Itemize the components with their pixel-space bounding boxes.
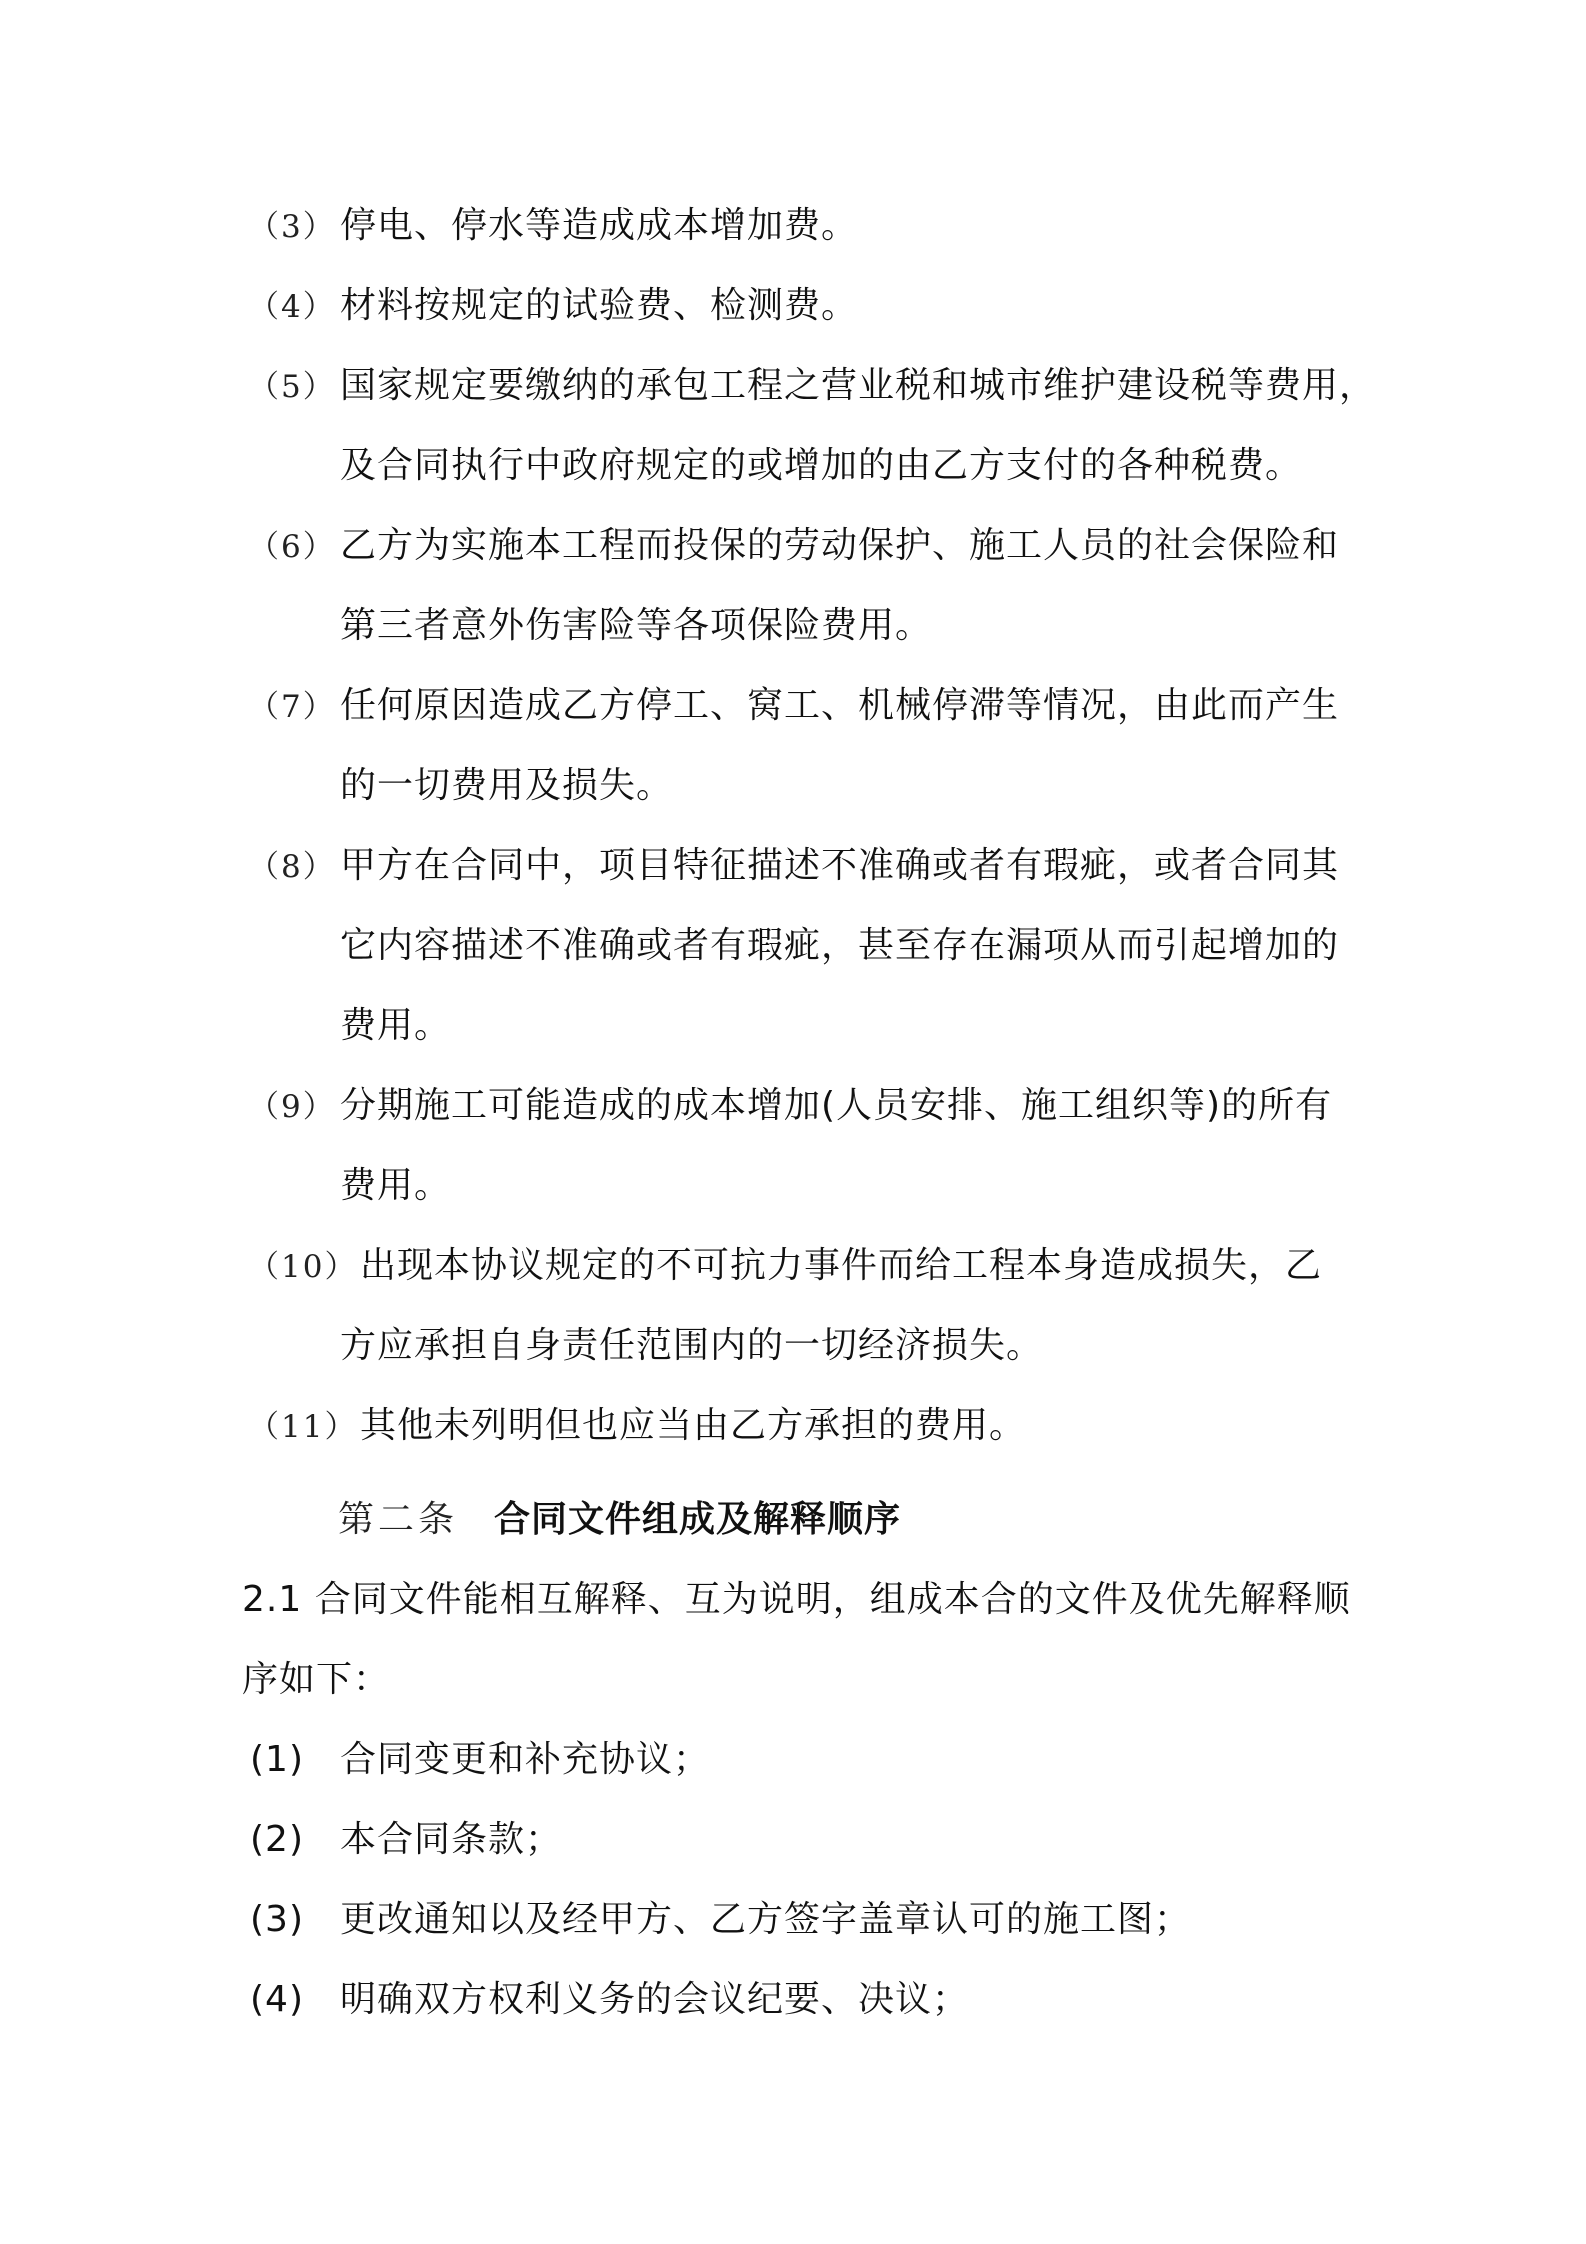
item-text-continuation: 的一切费用及损失。 — [340, 765, 674, 806]
item-number: （11） — [248, 1409, 358, 1445]
item-number: （9） — [248, 1089, 336, 1125]
order-number: (1) — [250, 1739, 304, 1780]
order-item-3 — [250, 1880, 1191, 1960]
article-title: 合同文件组成及解释顺序 — [494, 1499, 902, 1540]
item-text: 分期施工可能造成的成本增加(人员安排、施工组织等)的所有 — [340, 1085, 1333, 1126]
item-text-continuation: 第三者意外伤害险等各项保险费用。 — [340, 605, 933, 646]
item-number: （6） — [248, 529, 336, 565]
order-item-1 — [250, 1720, 710, 1800]
cost-item-6 — [248, 506, 1388, 587]
order-number: (2) — [250, 1819, 304, 1860]
item-number: （5） — [248, 369, 336, 405]
item-text: 甲方在合同中，项目特征描述不准确或者有瑕疵，或者合同其 — [340, 845, 1340, 886]
item-text-continuation: 费用。 — [340, 1005, 452, 1046]
order-text: 明确双方权利义务的会议纪要、决议； — [340, 1979, 970, 2020]
item-number: （10） — [248, 1249, 358, 1285]
item-text-continuation: 费用。 — [340, 1165, 452, 1206]
cost-item-4 — [248, 266, 1388, 347]
item-number: （4） — [248, 289, 336, 325]
order-number: (4) — [250, 1979, 304, 2020]
order-text: 更改通知以及经甲方、乙方签字盖章认可的施工图； — [340, 1899, 1192, 1940]
article-label: 第二条 — [338, 1499, 459, 1540]
item-text: 其他未列明但也应当由乙方承担的费用。 — [360, 1405, 1027, 1446]
cost-item-5 — [248, 346, 1388, 427]
order-text: 本合同条款； — [340, 1819, 563, 1860]
clause-text-continuation: 序如下： — [242, 1659, 391, 1700]
cost-item-10 — [248, 1226, 1388, 1307]
item-text: 任何原因造成乙方停工、窝工、机械停滞等情况，由此而产生 — [340, 685, 1340, 726]
item-text: 材料按规定的试验费、检测费。 — [340, 285, 859, 326]
order-number: (3) — [250, 1899, 304, 1940]
item-number: （7） — [248, 689, 336, 725]
item-text-continuation: 它内容描述不准确或者有瑕疵，甚至存在漏项从而引起增加的 — [340, 925, 1340, 966]
item-number: （8） — [248, 849, 336, 885]
item-text-continuation: 及合同执行中政府规定的或增加的由乙方支付的各种税费。 — [340, 445, 1303, 486]
item-text: 停电、停水等造成成本增加费。 — [340, 205, 859, 246]
cost-item-3 — [248, 186, 1388, 267]
item-text: 乙方为实施本工程而投保的劳动保护、施工人员的社会保险和 — [340, 525, 1340, 566]
item-text-continuation: 方应承担自身责任范围内的一切经济损失。 — [340, 1325, 1044, 1366]
order-item-2 — [250, 1800, 562, 1880]
order-text: 合同变更和补充协议； — [340, 1739, 711, 1780]
article-heading — [338, 1480, 901, 1560]
cost-item-7 — [248, 666, 1388, 747]
cost-item-8 — [248, 826, 1388, 907]
clause-text: 2.1 合同文件能相互解释、互为说明，组成本合的文件及优先解释顺 — [242, 1579, 1351, 1620]
order-item-4 — [250, 1960, 969, 2040]
item-text: 出现本协议规定的不可抗力事件而给工程本身造成损失，乙 — [360, 1245, 1323, 1286]
item-text: 国家规定要缴纳的承包工程之营业税和城市维护建设税等费用， — [340, 365, 1377, 406]
cost-item-11 — [248, 1386, 1388, 1467]
cost-item-9 — [248, 1066, 1388, 1147]
item-number: （3） — [248, 209, 336, 245]
